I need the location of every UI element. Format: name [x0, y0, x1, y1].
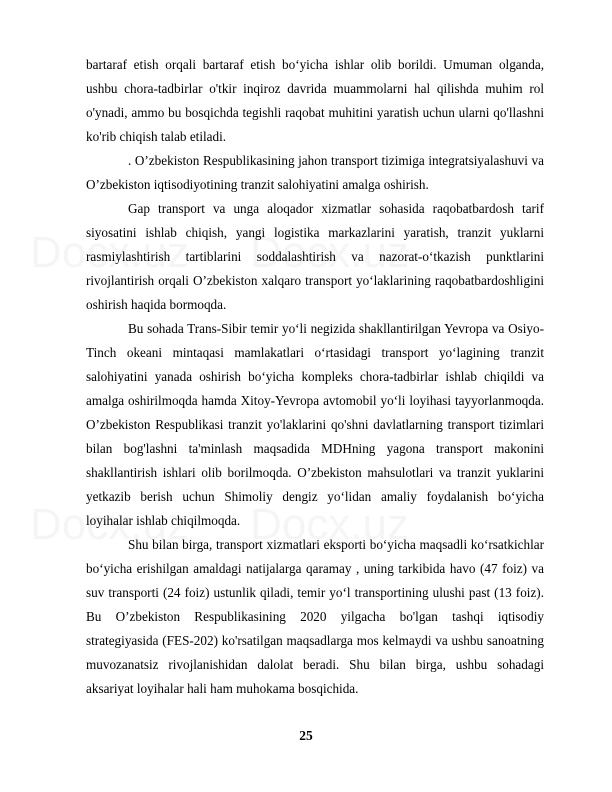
- page-number: 25: [299, 728, 313, 743]
- text-line: Tinch okeani mintaqasi mamlakatlari o‘rtasidagi transport yo‘lagining tranzit: [86, 345, 544, 360]
- text-line: shakllantirish ishlari olib borilmoqda. O’zbekiston mahsulotlari va tranzit yuklarini: [86, 465, 544, 480]
- text-line: . O’zbekiston Respublikasining jahon transport tizimiga integratsiyalashuvi va: [128, 153, 544, 168]
- paragraph: [86, 53, 544, 149]
- text-line: siyosatini ishlab chiqish, yangi logistika markazlarini yaratish, tranzit yuklarni: [86, 225, 544, 240]
- text-line: Shu bilan birga, transport xizmatlari eksporti bo‘yicha maqsadli ko‘rsatkichlar: [128, 537, 544, 552]
- text-line: aksariyat loyihalar hali ham muhokama bosqichida.: [86, 681, 359, 696]
- text-line: salohiyatini yanada oshirish bo‘yicha kompleks chora-tadbirlar ishlab chiqildi va: [86, 369, 544, 384]
- text-line: yetkazib berish uchun Shimoliy dengiz yo‘lidan amaliy foydalanish bo‘yicha: [86, 489, 544, 504]
- document-body: [86, 53, 544, 701]
- text-line: suv transporti (24 foiz) ustunlik qiladi, temir yo‘l transportining ulushi past (13 foiz).: [86, 585, 544, 600]
- text-line: strategiyasida (FES-202) ko'rsatilgan maqsadlarga mos kelmaydi va ushbu sanoatning: [86, 633, 544, 648]
- text-line: ko'rib chiqish talab etiladi.: [86, 129, 227, 144]
- text-line: rasmiylashtirish tartiblarini soddalashtirish va nazorat-o‘tkazish punktlarini: [86, 249, 544, 264]
- text-line: Gap transport va unga aloqador xizmatlar sohasida raqobatbardosh tarif: [128, 201, 544, 216]
- paragraph: [86, 149, 544, 197]
- paragraph: [86, 197, 544, 317]
- text-line: rivojlantirish orqali O’zbekiston xalqaro transport yo‘laklarining raqobatbardoshligini: [86, 273, 544, 288]
- text-line: oshirish haqida bormoqda.: [86, 297, 227, 312]
- text-line: O’zbekiston Respublikasi tranzit yo'laklarini qo'shni davlatlarning transport tizimlari: [86, 417, 544, 432]
- text-line: bilan bog'lashni ta'minlash maqsadida MDHning yagona transport makonini: [86, 441, 544, 456]
- text-line: o'ynadi, ammo bu bosqichda tegishli raqobat muhitini yaratish uchun ularni qo'llashni: [86, 105, 544, 120]
- paragraph: [86, 533, 544, 701]
- text-line: Bu sohada Trans-Sibir temir yo‘li negizida shakllantirilgan Yevropa va Osiyo-: [128, 321, 544, 336]
- text-line: amalga oshirilmoqda hamda Xitoy-Yevropa avtomobil yo‘li loyihasi tayyorlanmoqda.: [86, 393, 544, 408]
- text-line: bo‘yicha erishilgan amaldagi natijalarga qaramay , uning tarkibida havo (47 foiz) va: [86, 561, 544, 576]
- paragraph: [86, 317, 544, 533]
- text-line: muvozanatsiz rivojlanishidan dalolat beradi. Shu bilan birga, ushbu sohadagi: [86, 657, 544, 672]
- text-line: loyihalar ishlab chiqilmoqda.: [86, 513, 241, 528]
- text-line: O’zbekiston iqtisodiyotining tranzit salohiyatini amalga oshirish.: [86, 177, 429, 192]
- text-line: Bu O’zbekiston Respublikasining 2020 yilgacha bo'lgan tashqi iqtisodiy: [86, 609, 544, 624]
- text-line: bartaraf etish orqali bartaraf etish bo‘yicha ishlar olib borildi. Umuman olganda,: [86, 57, 544, 72]
- text-line: ushbu chora-tadbirlar o'tkir inqiroz davrida muammolarni hal qilishda muhim rol: [86, 81, 544, 96]
